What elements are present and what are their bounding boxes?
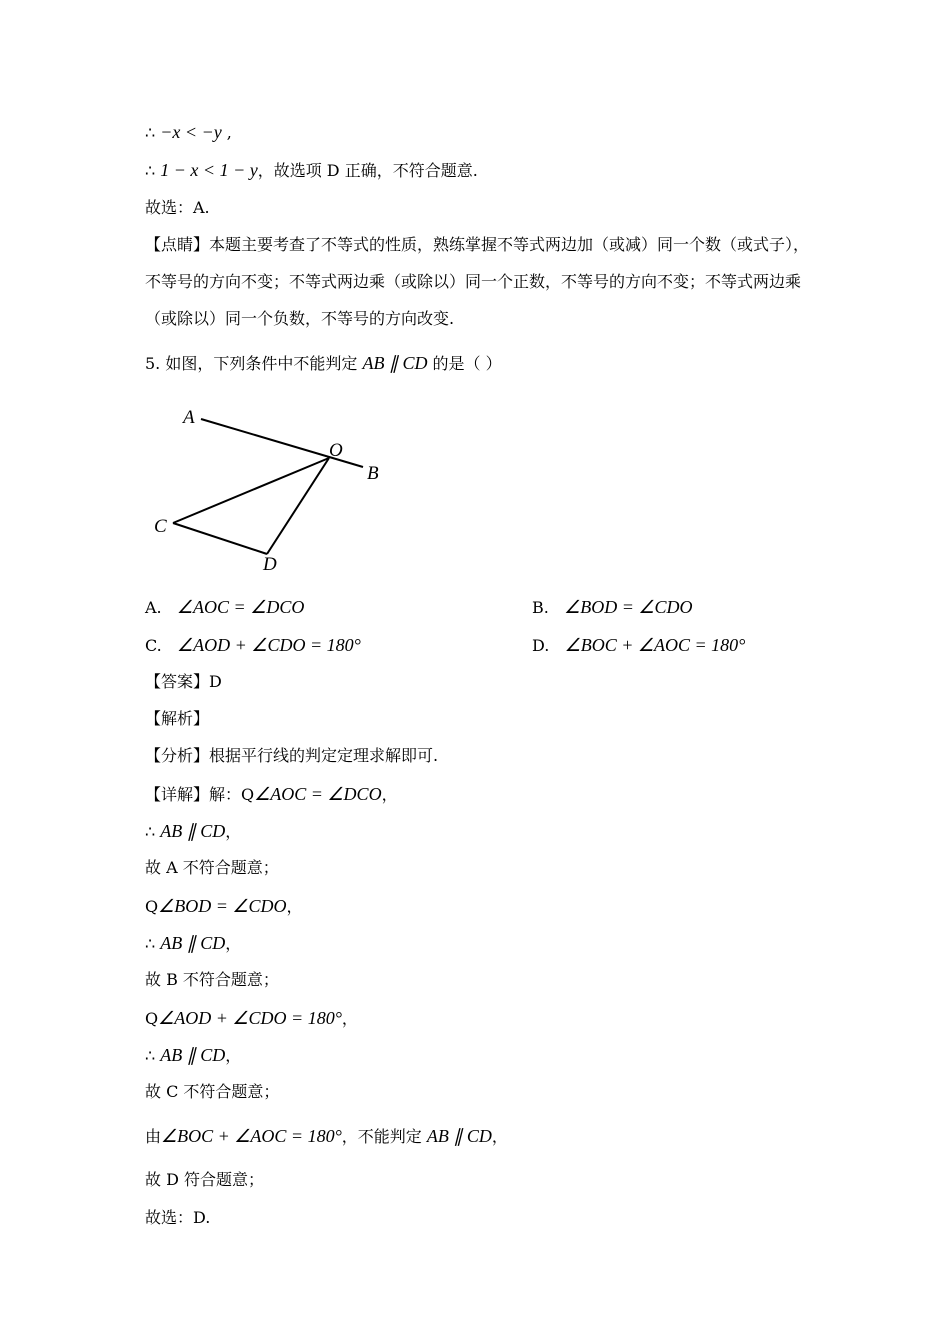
segment-OC [173,458,329,523]
step-line-1 [145,122,232,143]
parallel-math: AB ∥ CD [160,821,226,841]
label-B: B [367,463,379,484]
option-d-math: ∠BOC + ∠AOC = 180° [564,635,746,655]
question-math: AB ∥ CD [362,353,428,373]
solution-step-7 [145,1045,241,1066]
option-b-math: ∠BOD = ∠CDO [564,597,693,617]
angle-math: ∠BOC + ∠AOC = 180° [161,1126,342,1146]
dianjing-paragraph: 【点睛】本题主要考查了不等式的性质，熟练掌握不等式两边加（或减）同一个数（或式子），不等号的方向不变；不等式两边乘（或除以）同一个正数，不等号的方向不变；不等式两边乘（或除以）同一个负数，不等号的方向改变. [145,235,810,328]
therefore-symbol: ∴ [145,934,156,953]
option-b-label: B. [532,598,549,617]
option-c-label: C. [145,636,162,655]
parallel-math: AB ∥ CD [426,1126,492,1146]
detail-line [145,784,398,805]
punct: , [221,123,232,142]
inequality-math: 1 − x < 1 − y [160,160,258,180]
parallel-math: AB ∥ CD [160,1045,226,1065]
solution-step-2: 故 A 不符合题意； [145,858,279,877]
detail-prefix: 【详解】解： [145,785,242,804]
question-5 [145,353,502,374]
choice-line: 故选：A. [145,198,210,217]
option-d-label: D. [532,636,550,655]
step-prefix: 由 [145,1127,162,1146]
detail-math: ∠AOC = ∠DCO [254,784,382,804]
label-A: A [183,407,195,428]
answer-line: 【答案】D [145,672,222,691]
therefore-symbol: ∴ [145,161,156,180]
option-a-label: A. [145,598,162,617]
inequality-math: −x < −y [160,122,222,142]
label-O: O [329,440,343,461]
therefore-symbol: ∴ [145,822,156,841]
solution-step-11: 故选：D. [145,1208,211,1227]
option-a-math: ∠AOC = ∠DCO [176,597,305,617]
angle-math: ∠AOD + ∠CDO = 180° [158,1008,342,1028]
because-symbol: Q [241,785,255,804]
solution-step-6 [145,1008,358,1029]
segment-CD [173,523,267,554]
label-D: D [263,554,277,575]
option-b [532,597,693,618]
option-c-math: ∠AOD + ∠CDO = 180° [177,635,361,655]
punct: ， [286,897,303,916]
punct: ， [225,934,242,953]
angle-math: ∠BOD = ∠CDO [158,896,287,916]
solution-step-1 [145,821,241,842]
parallel-math: AB ∥ CD [160,933,226,953]
punct: ， [225,1046,242,1065]
step-line-2 [145,160,478,181]
because-symbol: Q [145,897,159,916]
geometry-figure [145,395,405,580]
solution-step-9 [145,1126,508,1147]
solution-step-10: 故 D 符合题意； [145,1170,265,1189]
question-text-tail: 的是（ ） [427,354,502,373]
punct: ， [225,822,242,841]
step-text: ，故选项 D 正确，不符合题意. [257,161,478,180]
option-a [145,597,304,618]
solution-step-8: 故 C 不符合题意； [145,1082,280,1101]
punct: ， [341,1009,358,1028]
label-C: C [154,516,167,537]
solution-step-3 [145,896,303,917]
segment-OD [267,458,329,554]
jiexi-heading: 【解析】 [145,709,210,728]
therefore-symbol: ∴ [145,123,156,142]
step-mid: ，不能判定 [341,1127,427,1146]
option-d [532,635,745,656]
option-c [145,635,361,656]
therefore-symbol: ∴ [145,1046,156,1065]
punct: ， [381,785,398,804]
fenxi-line: 【分析】根据平行线的判定定理求解即可. [145,746,439,765]
punct: ， [491,1127,508,1146]
solution-step-4 [145,933,241,954]
solution-step-5: 故 B 不符合题意； [145,970,279,989]
because-symbol: Q [145,1009,159,1028]
question-text: 5. 如图，下列条件中不能判定 [145,354,363,373]
